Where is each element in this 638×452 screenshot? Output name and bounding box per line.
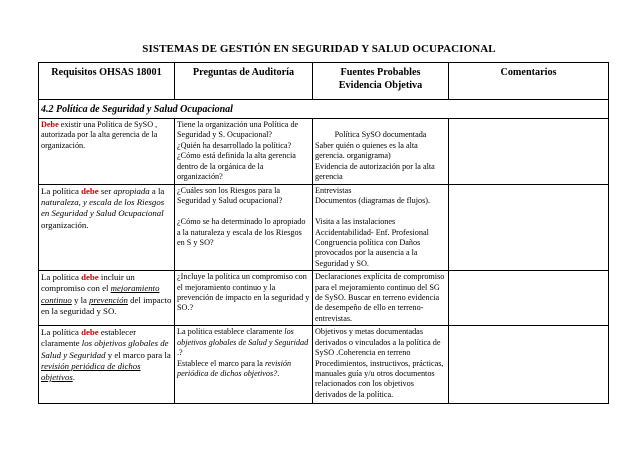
table-row [39, 185, 609, 271]
requirement-text: incluir un compromiso con el [41, 272, 135, 294]
evidence-cell [313, 119, 449, 185]
question-text: . [277, 368, 280, 378]
requirement-text: organización. [41, 219, 89, 230]
requirement-text: La política [41, 272, 82, 283]
requirement-text: y el marco para la [105, 349, 171, 360]
header-preguntas: Preguntas de Auditoría [175, 63, 313, 100]
question-cell [175, 326, 313, 404]
requirement-cell [39, 326, 175, 404]
comment-cell [449, 185, 609, 271]
requirement-emphasis: naturaleza, y escala de los Riesgos en Seguridad y Salud Ocupacional [41, 197, 165, 219]
requirement-emphasis: apropiada [113, 186, 150, 196]
evidence-text: Documentos (diagramas de flujos). [315, 196, 431, 206]
question-text: ¿Incluye la política un compromiso con el mejoramiento continuo y la prevención de impacto en la seguridad y SO.? [177, 272, 310, 313]
debe-keyword: debe [81, 272, 99, 283]
question-cell [175, 271, 313, 326]
question-text: ¿Quién ha desarrollado la política? [177, 140, 292, 150]
question-text: Establece el marco para la [177, 358, 265, 368]
header-fuentes-line2: Evidencia Objetiva [338, 80, 423, 91]
requirement-text: a la [149, 186, 165, 196]
question-emphasis: los objetivos globales de Salud y Seguridad [177, 327, 309, 347]
requirement-emphasis: prevención [89, 294, 128, 305]
table-header-row [39, 63, 609, 100]
requirement-text: . [72, 372, 75, 383]
requirement-text: La política [41, 327, 82, 338]
question-text: ¿Cómo está definida la alta gerencia dentro de la orgánica de la organización? [177, 151, 296, 182]
evidence-text: Declaraciones explícita de compromiso para el mejoramiento continuo del SG de SySO. Buscar en terreno evidencia de desempeño de ello en terreno-entrevistas. [315, 272, 445, 323]
question-cell [175, 119, 313, 185]
requirement-text: establecer claramente [41, 327, 137, 349]
table-row [39, 119, 609, 185]
requirement-cell [39, 271, 175, 326]
evidence-cell [313, 326, 449, 404]
question-text: ¿Cómo se ha determinado lo apropiado a la naturaleza y escala de los Riesgos en S y SO? [177, 217, 306, 248]
comment-cell [449, 326, 609, 404]
header-fuentes-line1: Fuentes Probables [340, 67, 421, 78]
requirement-emphasis: los objetivos globales de Salud y Seguridad [41, 338, 169, 360]
requirement-text: del impacto en la seguridad y SO. [41, 294, 172, 316]
question-text: .? [177, 348, 183, 358]
question-cell [175, 185, 313, 271]
requirement-emphasis: mejoramiento continuo [41, 283, 160, 305]
evidence-cell [313, 271, 449, 326]
evidence-text: Accidentabilidad- Enf. Profesional [315, 227, 429, 237]
debe-keyword: debe [81, 186, 99, 196]
evidence-text: Entrevistas [315, 186, 352, 195]
requirement-cell [39, 119, 175, 185]
header-requisitos: Requisitos OHSAS 18001 [39, 63, 175, 100]
evidence-cell [313, 185, 449, 271]
comment-cell [449, 271, 609, 326]
page-title: SISTEMAS DE GESTIÓN EN SEGURIDAD Y SALUD OCUPACIONAL [142, 43, 496, 55]
requirement-text: ser [98, 186, 114, 196]
requirement-text: y la [71, 294, 90, 305]
evidence-text: Política SySO documentada [334, 130, 427, 140]
evidence-text: Objetivos y metas documentadas derivados o vinculados a la política de SySO .Coherencia en terreno Procedimientos, instructivos, prácticas, manuales guía y/u otros documentos relacionados con los objetivos derivados de la política. [315, 327, 444, 399]
question-emphasis: revisión periódica de dichos objetivos? [177, 358, 292, 378]
debe-keyword: debe [81, 327, 99, 338]
question-text: La política establece claramente [177, 327, 285, 337]
header-fuentes [313, 63, 449, 100]
evidence-text: Congruencia política con Daños provocados por la ausencia a la Seguridad y SO. [315, 238, 421, 268]
section-title: 4.2 Política de Seguridad y Salud Ocupacional [39, 100, 609, 119]
requirement-cell [39, 185, 175, 271]
audit-table [38, 62, 609, 404]
question-text: ¿Cuáles son los Riesgos para la Seguridad y Salud ocupacional? [177, 186, 283, 206]
table-row [39, 271, 609, 326]
evidence-text: Visita a las instalaciones [315, 217, 396, 227]
question-text: Tiene la organización una Política de Seguridad y S. Ocupacional? [177, 120, 299, 140]
evidence-text: Saber quién o quienes es la alta gerencia. organigrama) [315, 140, 418, 161]
requirement-emphasis: revisión periódica de dichos objetivos [41, 360, 141, 383]
debe-keyword: Debe [41, 120, 59, 129]
requirement-text: existir una Política de SySO , autorizada por la alta gerencia de la organización. [41, 120, 158, 150]
header-comentarios: Comentarios [449, 63, 609, 100]
section-row [39, 100, 609, 119]
comment-cell [449, 119, 609, 185]
evidence-text: Evidencia de autorización por la alta gerencia [315, 161, 435, 182]
table-row [39, 326, 609, 404]
requirement-text: La política [41, 186, 82, 196]
